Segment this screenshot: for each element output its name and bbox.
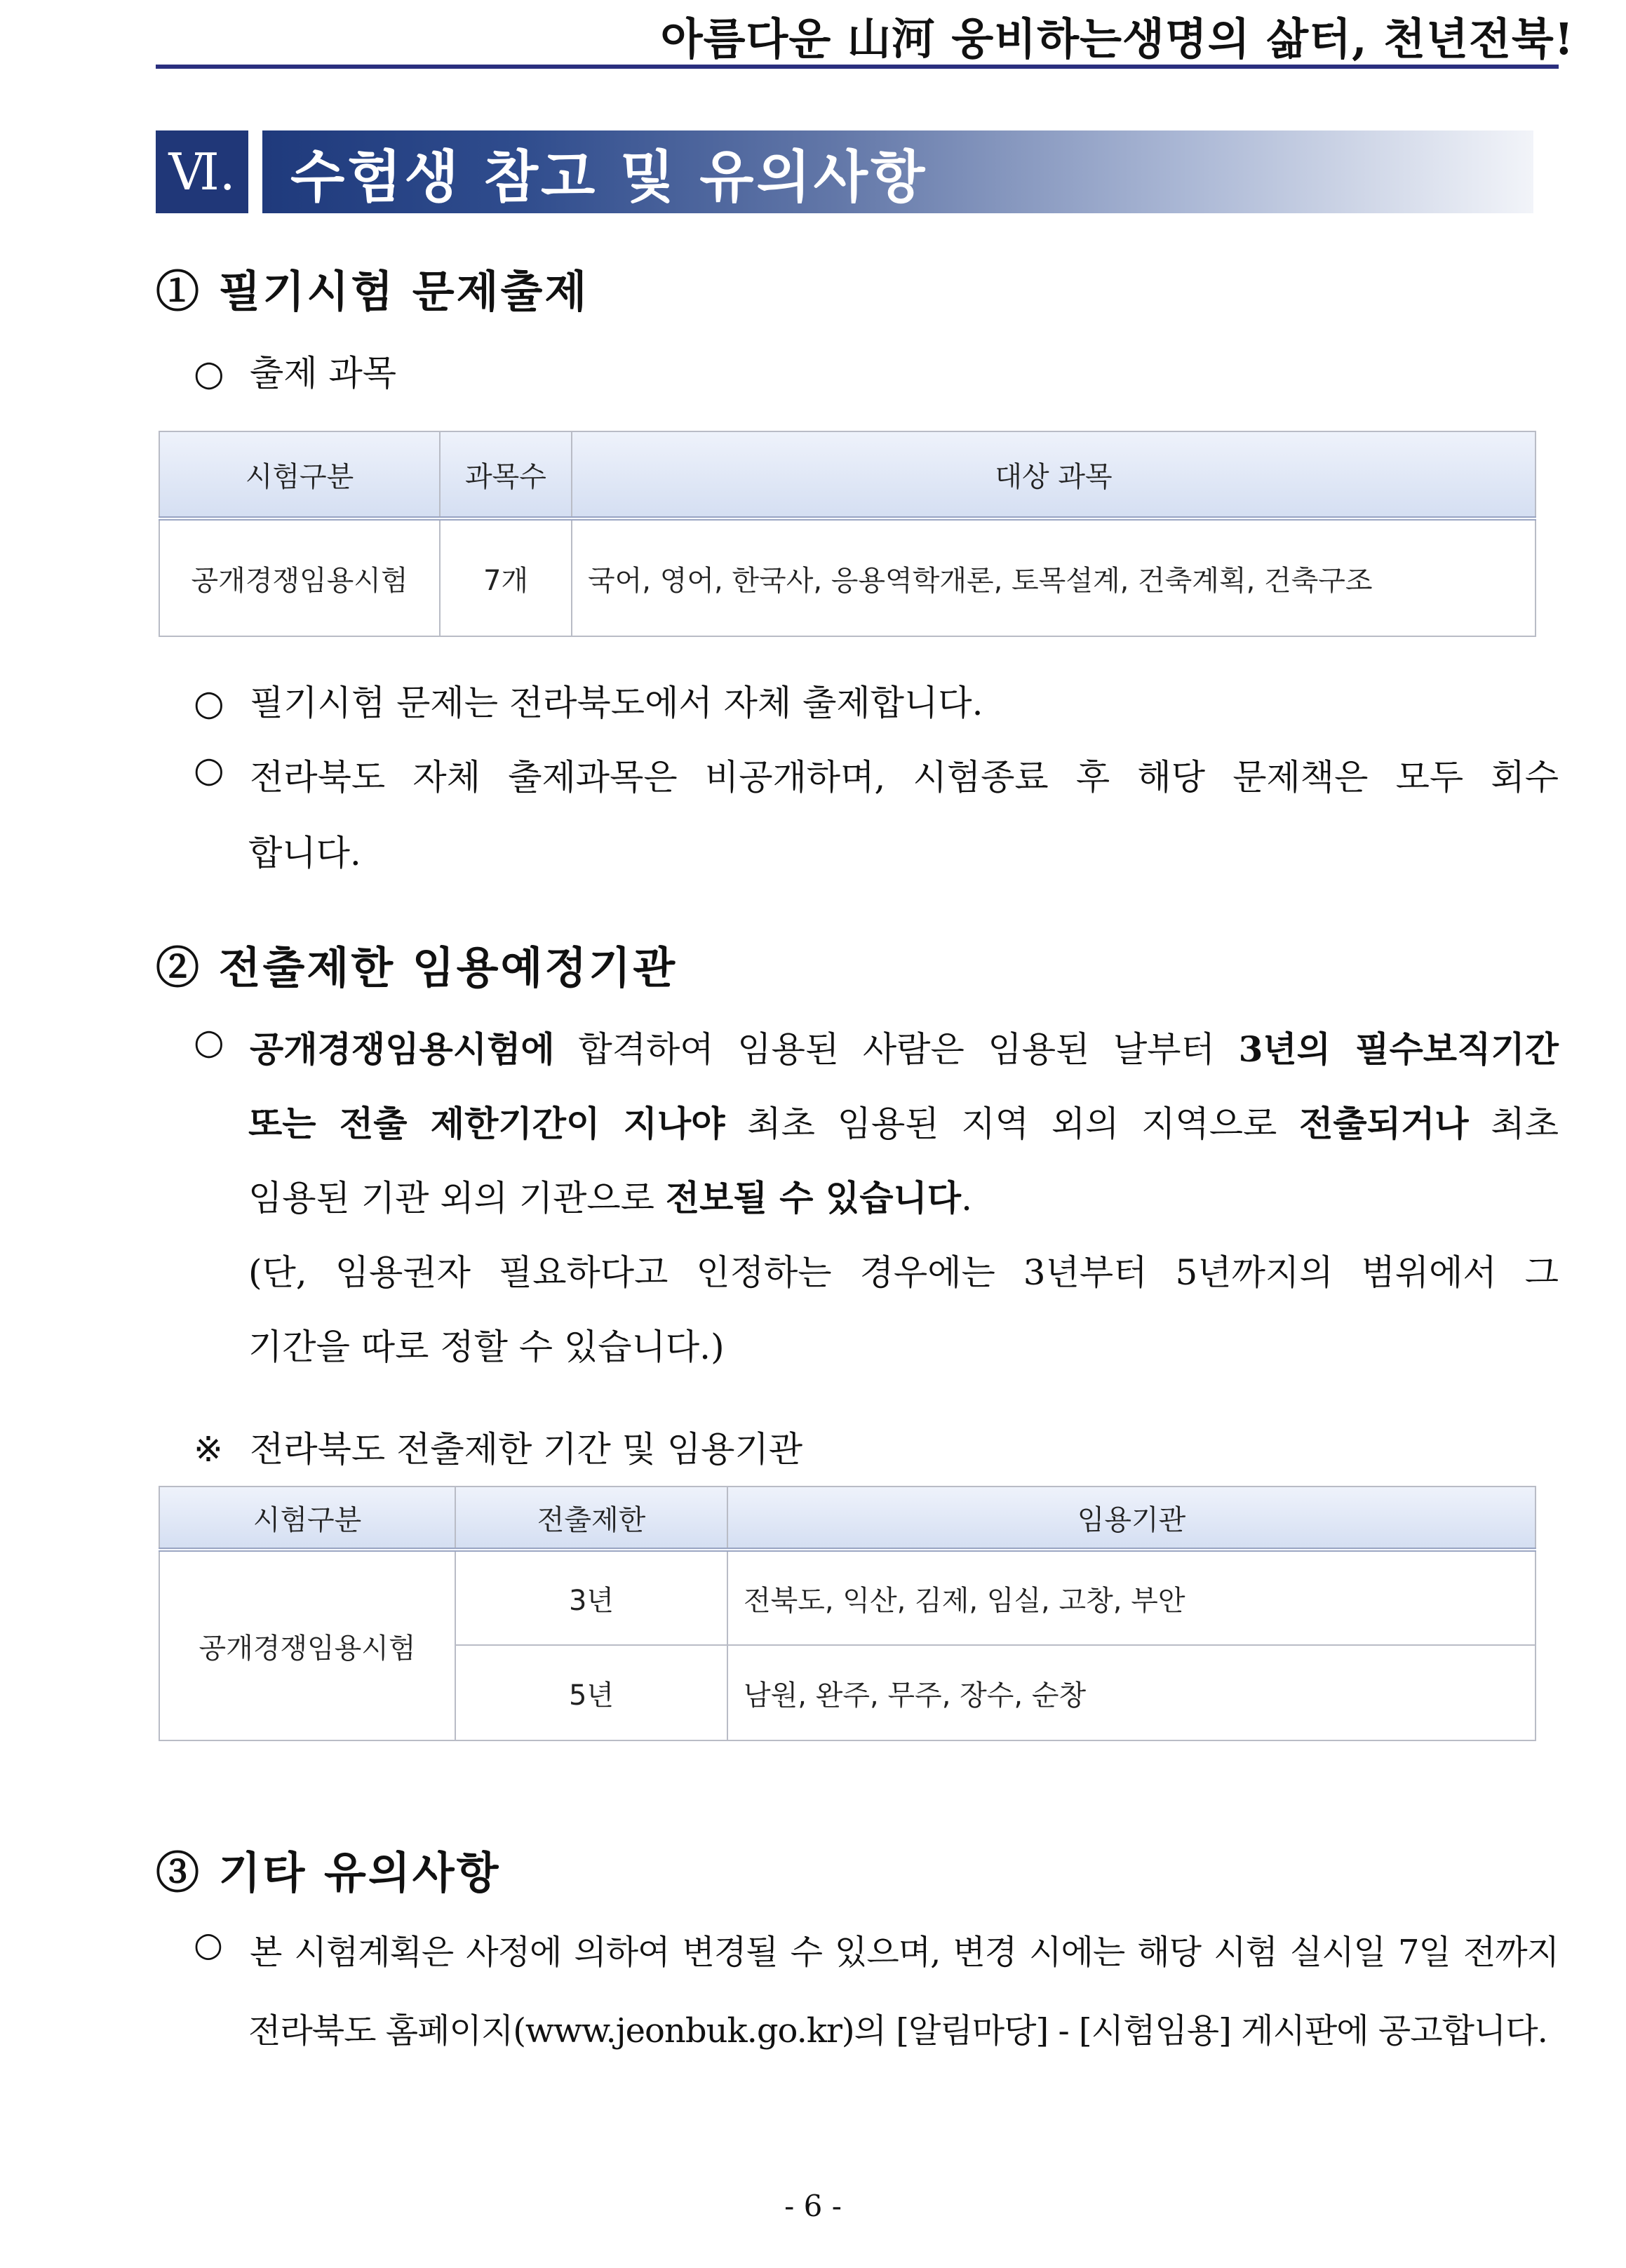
paragraph-line: 임용된 기관 외의 기관으로 전보될 수 있습니다. [248, 1177, 972, 1219]
bullet-mark: ○ [194, 1021, 224, 1062]
table-header: 시험구분 [159, 431, 440, 518]
table-header: 전출제한 [455, 1487, 727, 1550]
bullet-text: 본 시험계획은 사정에 의하여 변경될 수 있으며, 변경 시에는 해당 시험 실시일 7일 전까지 [250, 1933, 1559, 1972]
chapter-number: Ⅵ. [156, 130, 248, 213]
bullet-mark: ○ [194, 683, 224, 723]
note-transfer-agencies [194, 1421, 802, 1472]
table-cell: 공개경쟁임용시험 [159, 518, 440, 636]
table-cell: 공개경쟁임용시험 [159, 1550, 455, 1740]
table-cell: 5년 [455, 1645, 727, 1740]
bullet-subjects [194, 345, 396, 396]
bullet-plan-change [194, 1925, 1559, 1973]
table-cell: 남원, 완주, 무주, 장수, 순창 [727, 1645, 1536, 1740]
bullet-mark: ○ [194, 353, 224, 394]
bullet-text: 출제 과목 [250, 353, 397, 394]
table-cell: 7개 [440, 518, 572, 636]
section-heading-1: ① 필기시험 문제출제 [156, 266, 589, 317]
bullet-text: 필기시험 문제는 전라북도에서 자체 출제합니다. [250, 683, 983, 723]
transfer-table [159, 1486, 1536, 1741]
note-mark: ※ [194, 1429, 223, 1470]
table-header: 대상 과목 [572, 431, 1536, 518]
paragraph-line: 또는 전출 제한기간이 지나야 최초 임용된 지역 외의 지역으로 전출되거나 최초 [248, 1103, 1559, 1144]
table-header: 과목수 [440, 431, 572, 518]
bullet-transfer-rule [194, 1021, 1559, 1072]
page-number: - 6 - [784, 2189, 842, 2223]
note-text: 전라북도 전출제한 기간 및 임용기관 [250, 1429, 803, 1470]
table-header: 시험구분 [159, 1487, 455, 1550]
bullet-note-1 [194, 675, 983, 725]
paragraph-line: (단, 임용권자 필요하다고 인정하는 경우에는 3년부터 5년까지의 범위에서 그 [248, 1252, 1559, 1293]
header-divider [156, 65, 1559, 69]
section-heading-3: ③ 기타 유의사항 [156, 1847, 501, 1898]
bullet-mark: ○ [194, 1925, 223, 1964]
table-cell: 국어, 영어, 한국사, 응용역학개론, 토목설계, 건축계획, 건축구조 [572, 518, 1536, 636]
paragraph-line: 공개경쟁임용시험에 합격하여 임용된 사람은 임용된 날부터 3년의 필수보직기간 [250, 1028, 1559, 1070]
header-slogan: 아름다운 山河 웅비하는생명의 삶터, 천년전북! [660, 13, 1574, 65]
table-cell: 3년 [455, 1550, 727, 1645]
subjects-table [159, 431, 1536, 637]
bullet-text: 전라북도 자체 출제과목은 비공개하며, 시험종료 후 해당 문제책은 모두 회수 [250, 757, 1559, 798]
table-header: 임용기관 [727, 1487, 1536, 1550]
chapter-title: 수험생 참고 및 유의사항 [290, 144, 928, 210]
bullet-note-2 [194, 749, 1559, 800]
section-heading-2: ② 전출제한 임용예정기관 [156, 942, 678, 993]
bullet-note-2-cont: 합니다. [248, 833, 361, 873]
table-cell: 전북도, 익산, 김제, 임실, 고창, 부안 [727, 1550, 1536, 1645]
paragraph-line: 전라북도 홈페이지(www.jeonbuk.go.kr)의 [알림마당] - [시험임용] 게시판에 공고합니다. [248, 2011, 1547, 2051]
bullet-mark: ○ [194, 749, 224, 790]
paragraph-line: 기간을 따로 정할 수 있습니다.) [248, 1327, 725, 1367]
chapter-banner [262, 130, 1533, 213]
